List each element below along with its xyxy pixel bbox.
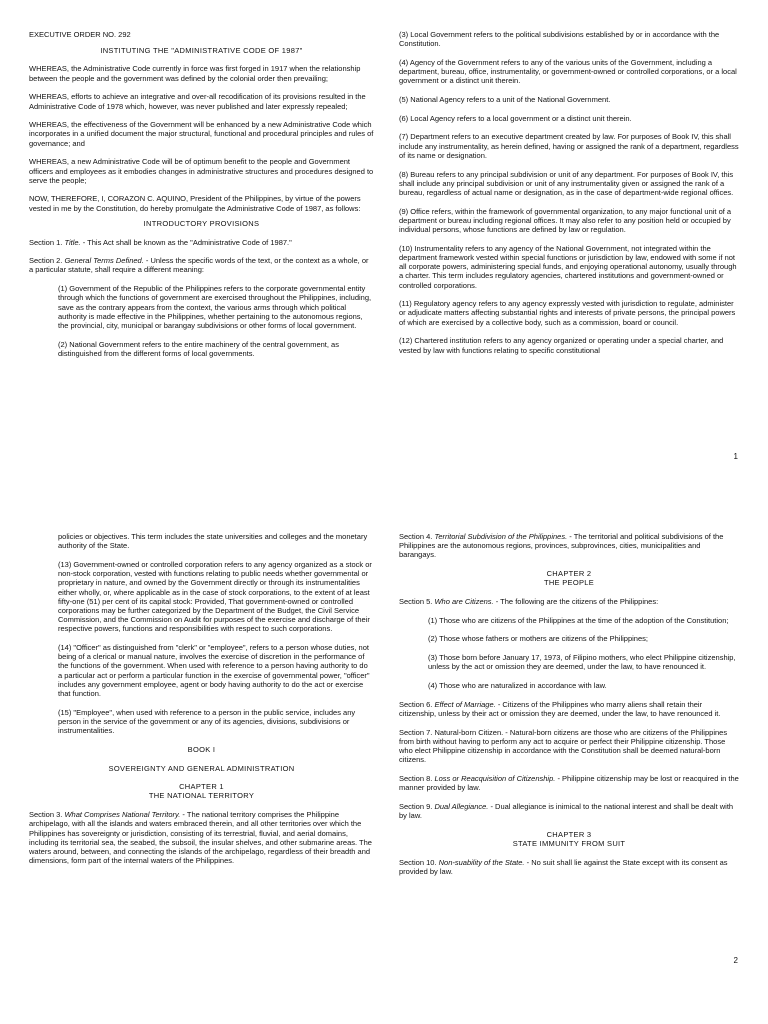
executive-order-title: INSTITUTING THE "ADMINISTRATIVE CODE OF 1987" — [100, 46, 303, 56]
section-5-text: - The following are the citizens of the Philippines: — [495, 597, 659, 607]
section-5 — [399, 597, 739, 606]
chapter-2-label: CHAPTER 2 — [546, 569, 592, 579]
section-2-label: Section 2. — [29, 256, 63, 266]
definition-5: (5) National Agency refers to a unit of the National Government. — [399, 95, 611, 105]
section-3-title: What Comprises National Territory. — [64, 810, 181, 820]
section-8-label: Section 8. — [399, 773, 433, 783]
book-title: SOVEREIGNTY AND GENERAL ADMINISTRATION — [108, 763, 295, 773]
section-8-text: - Philippine citizenship may be lost or reacquired in the manner provided by law. — [399, 773, 739, 793]
section-1-label: Section 1. — [29, 237, 63, 247]
section-3 — [29, 810, 374, 865]
definition-15: (15) "Employee", when used with reference to a person in the public service, includes any person in the service of the government or any of its agencies, divisions, subdivisions or instrumentalities. — [58, 707, 356, 736]
definition-3: (3) Local Government refers to the political subdivisions established by or in accordance with the Constitution. — [399, 30, 720, 49]
section-4-title: Territorial Subdivision of the Philippines. — [434, 532, 568, 541]
section-4 — [399, 532, 739, 560]
section-10-text: - No suit shall lie against the State except with its consent as provided by law. — [399, 857, 728, 876]
page1-left-column — [29, 30, 374, 368]
definition-13: (13) Government-owned or controlled corporation refers to any agency organized as a stock or non-stock corporation, vested with functions relating to public needs whether governmental or proprietary in nature, and owned by the Government directly or through its instrumentalities either wholly, or, where applicable as in the case of stock corporations, to the extent of at least fifty-one (51) per cent of its capital stock: Provided, That government-owned or controlled corporations may be further categorized by the Department of the Budget, the Civil Service Commission, and the Commission on Audit for purposes of the exercise and discharge of their respective powers, functions and responsibilities with respect to such corporations. — [58, 559, 372, 634]
section-5-title: Who are Citizens. — [434, 597, 494, 607]
definition-7: (7) Department refers to an executive department created by law. For purposes of Book IV, this shall include any instrumentality, as herein defined, having or assigned the rank of a department, regardless of its name or designation. — [399, 132, 739, 160]
document-page-2 — [0, 512, 768, 1024]
section-8-title: Loss or Reacquisition of Citizenship. — [434, 773, 556, 783]
page1-right-column — [399, 30, 739, 364]
definition-12-continued: policies or objectives. This term includes the state universities and colleges and the monetary authority of the State. — [58, 532, 368, 551]
definition-14: (14) "Officer" as distinguished from "clerk" or "employee", refers to a person whose duties, not being of a clerical or manual nature, involves the exercise of discretion in the performance of the functions of the government. When used with reference to a person having authority to do a particular act or perform a particular function in the exercise of governmental power, "officer" includes any government employee, agent or body having authority to do the act or exercise that function. — [58, 643, 370, 699]
section-6-title: Effect of Marriage. — [434, 699, 496, 709]
section-10-label: Section 10. — [399, 857, 437, 867]
definition-8: (8) Bureau refers to any principal subdivision or unit of any department. For purposes of Book IV, this shall include any principal subdivision or unit of any instrumentality given or assigned the rank of a bureau, regardless of actual name or designation, as in the case of department-wide regional offices. — [399, 169, 734, 197]
whereas-clause-4: WHEREAS, a new Administrative Code will be of optimum benefit to the people and Government officers and employees as it embodies changes in administrative structures and procedures designed to serve the people; — [29, 157, 374, 185]
chapter-1-label: CHAPTER 1 — [179, 782, 224, 792]
citizen-clause-1: (1) Those who are citizens of the Philippines at the time of the adoption of the Constitution; — [428, 615, 729, 625]
section-3-label: Section 3. — [29, 810, 63, 820]
section-7: Section 7. Natural-born Citizen. - Natural-born citizens are those who are citizens of the Philippines from birth without having to perform any act to acquire or perfect their Philippine citizenship. Those who elect Philippine citizenship in accordance with the Constitution shall be deemed natural-born citizens. — [399, 727, 728, 765]
executive-order-number: EXECUTIVE ORDER NO. 292 — [29, 30, 131, 39]
section-4-text: - The territorial and political subdivisions of the Philippines are the autonomous regions, provinces, subprovinces, cities, municipalities and barangays. — [399, 532, 724, 560]
definition-6: (6) Local Agency refers to a local government or a distinct unit therein. — [399, 113, 632, 123]
whereas-clause-2: WHEREAS, efforts to achieve an integrative and over-all recodification of its provisions resulted in the Administrative Code of 1978 which, however, was never published and later expressly repealed; — [29, 92, 366, 111]
definition-1: (1) Government of the Republic of the Philippines refers to the corporate governmental entity through which the functions of government are exercised throughout the Philippines, including, save as the contrary appears from the context, the various arms through which political authority is made effective in the Philippines, whether pertaining to the autonomous regions, the provincial, city, municipal or barangay subdivisions or other forms of local government. — [58, 284, 372, 330]
chapter-3-title: STATE IMMUNITY FROM SUIT — [512, 838, 626, 848]
section-9-title: Dual Allegiance. — [434, 801, 489, 811]
citizen-clause-2: (2) Those whose fathers or mothers are citizens of the Philippines; — [428, 634, 648, 644]
section-2-text: - Unless the specific words of the text, or the context as a whole, or a particular statute, shall require a different meaning: — [29, 256, 369, 275]
chapter-1-title: THE NATIONAL TERRITORY — [148, 791, 255, 801]
section-1-title: Title. — [64, 237, 81, 247]
section-1-text: - This Act shall be known as the "Administrative Code of 1987." — [82, 237, 292, 247]
whereas-clause-1: WHEREAS, the Administrative Code currently in force was first forged in 1917 when the relationship between the people and the government was defined by the colonial order then prevailing; — [29, 64, 361, 83]
section-9-text: - Dual allegiance is inimical to the national interest and shall be dealt with by law. — [399, 801, 734, 821]
section-2-title: General Terms Defined. — [64, 256, 144, 266]
section-8 — [399, 774, 739, 792]
page-number-2: 2 — [733, 956, 738, 965]
introductory-provisions-heading: INTRODUCTORY PROVISIONS — [143, 218, 260, 228]
section-3-text: - The national territory comprises the Philippine archipelago, with all the islands and waters embraced therein, and all other territories over which the Philippines has sovereignty or jurisdiction, consisting of its terrestrial, fluvial, and aerial domains, including its territorial sea, the seabed, the subsoil, the insular shelves, and other submarine areas. The waters around, between, and connecting the islands of the archipelago, regardless of their breadth and dimensions, form part of the internal waters of the Philippines. — [29, 810, 372, 866]
definition-4: (4) Agency of the Government refers to any of the various units of the Government, including a department, bureau, office, instrumentality, or government-owned or controlled corporations, or a local government or a distinct unit therein. — [399, 57, 737, 86]
chapter-2-title: THE PEOPLE — [543, 578, 595, 588]
page2-right-column — [399, 532, 739, 886]
section-10-title: Non-suability of the State. — [438, 857, 525, 867]
section-9-label: Section 9. — [399, 801, 433, 811]
section-6 — [399, 700, 739, 718]
page-number-1: 1 — [733, 452, 738, 461]
definition-11: (11) Regulatory agency refers to any agency expressly vested with jurisdiction to regulate, administer or adjudicate matters affecting substantial rights and interests of private persons, the principal powers of which are exercised by a collective body, such as a commission, board or council. — [399, 299, 736, 327]
citizen-clause-4: (4) Those who are naturalized in accordance with law. — [428, 681, 607, 691]
section-2 — [29, 256, 374, 274]
section-6-text: - Citizens of the Philippines who marry aliens shall retain their citizenship, unless by their act or omission they are deemed, under the law, to have renounced it. — [399, 699, 721, 718]
whereas-clause-3: WHEREAS, the effectiveness of the Government will be enhanced by a new Administrative Code which incorporates in a unified document the major structural, functional and procedural principles and rules of governance; and — [29, 120, 374, 148]
now-therefore-clause: NOW, THEREFORE, I, CORAZON C. AQUINO, President of the Philippines, by virtue of the powers vested in me by the Constitution, do hereby promulgate the Administrative Code of 1987, as follows: — [29, 194, 361, 213]
page2-left-column — [29, 532, 374, 875]
definition-9: (9) Office refers, within the framework of governmental organization, to any major functional unit of a department or bureau including regional offices. It may also refer to any position held or occupied by individual persons, whose functions are defined by law or regulation. — [399, 206, 732, 235]
definition-2: (2) National Government refers to the entire machinery of the central government, as distinguished from the different forms of local governments. — [58, 339, 339, 358]
definition-10: (10) Instrumentality refers to any agency of the National Government, not integrated within the department framework vested within special functions or jurisdiction by law, endowed with some if not all corporate powers, administering special funds, and enjoying operational autonomy, usually through a charter. This term includes regulatory agencies, chartered institutions and government-owned or controlled corporations. — [399, 243, 737, 290]
section-6-label: Section 6. — [399, 699, 433, 709]
book-heading: BOOK I — [187, 744, 216, 754]
section-10 — [399, 858, 739, 876]
chapter-3-label: CHAPTER 3 — [546, 829, 592, 839]
definition-12: (12) Chartered institution refers to any agency organized or operating under a special charter, and vested by law with functions relating to specific constitutional — [399, 336, 724, 355]
section-1 — [29, 238, 374, 247]
section-9 — [399, 802, 739, 820]
section-5-label: Section 5. — [399, 597, 433, 607]
citizen-clause-3: (3) Those born before January 17, 1973, of Filipino mothers, who elect Philippine citizenship, unless by the act or omission they are deemed, under the law, to have renounced it. — [428, 653, 736, 672]
section-4-label: Section 4. — [399, 532, 433, 541]
